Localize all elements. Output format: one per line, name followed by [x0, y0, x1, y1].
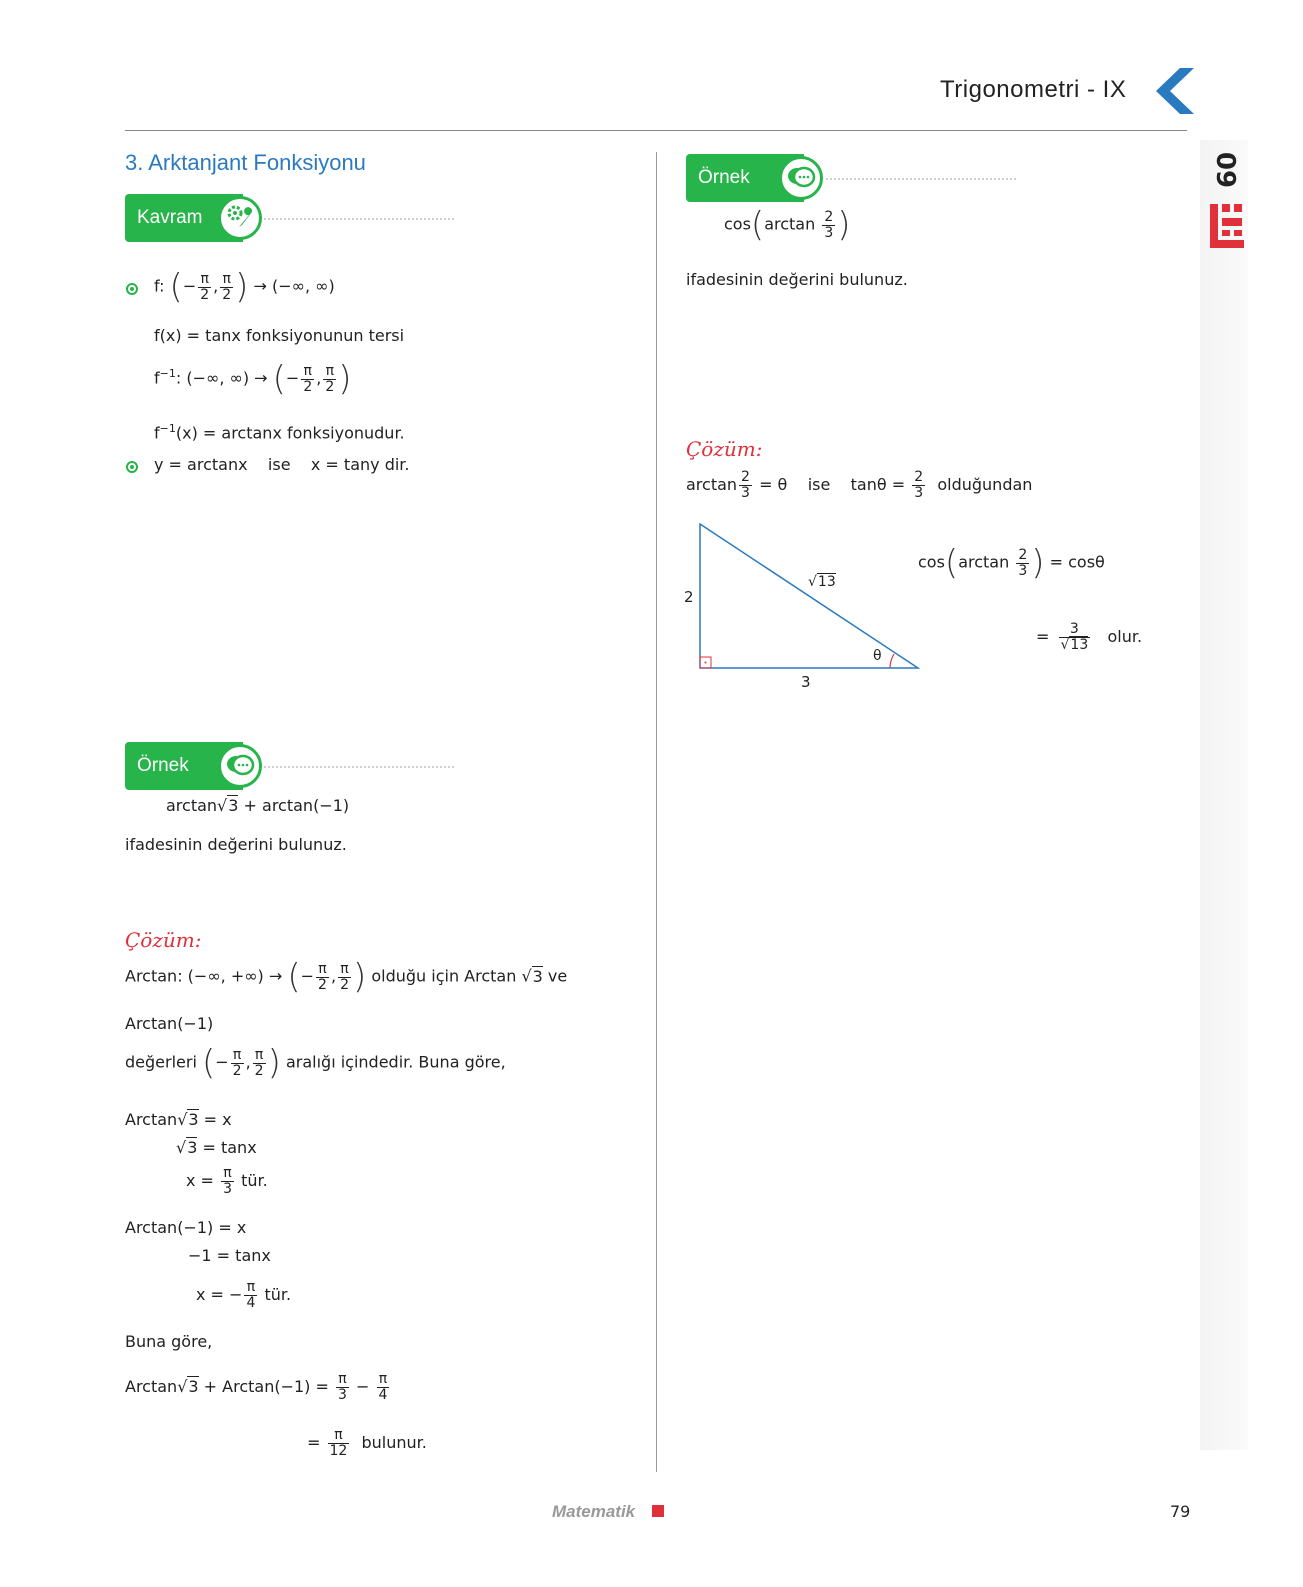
example2-result1: cos(arctan $\frac{2}{3}$ ) = cosθ — [918, 543, 1105, 583]
example1-step11: Arctan√3 + Arctan(−1) = $\frac{\pi}{3}$ − $\frac{\pi}{4}$ — [125, 1371, 388, 1403]
chapter-title: Trigonometri - IX — [940, 76, 1127, 103]
example1-expression: arctan√3 + arctan(−1) — [166, 796, 350, 815]
ornek-dots — [826, 178, 1016, 180]
example2-question: ifadesinin değerini bulunuz. — [686, 270, 908, 289]
kavram-line1: f: (− $\frac{\pi}{2}$ , $\frac{\pi}{2}$ ) → (−∞, ∞) — [154, 267, 335, 307]
ornek-badge-circle — [779, 156, 823, 200]
example1-step3: değerleri (− $\frac{\pi}{2}$ , $\frac{\pi}{2}$ ) aralığı içindedir. Buna göre, — [125, 1043, 506, 1083]
example1-step9: x = − $\frac{\pi}{4}$ tür. — [196, 1279, 292, 1311]
bullet-icon — [126, 461, 138, 473]
kavram-dots — [264, 218, 454, 220]
example2-solution-label: Çözüm: — [686, 437, 763, 461]
example1-step5: √3 = tanx — [176, 1138, 257, 1157]
section-title: 3. Arktanjant Fonksiyonu — [125, 150, 366, 175]
example1-step8: −1 = tanx — [188, 1246, 271, 1265]
kavram-badge-circle — [218, 196, 262, 240]
kavram-badge: Kavram — [125, 194, 243, 242]
kavram-line2: f(x) = tanx fonksiyonunun tersi — [154, 326, 405, 345]
ornek-badge: Örnek — [686, 154, 804, 202]
kavram-line5: y = arctanx ise x = tany dir. — [154, 455, 410, 474]
tools-icon — [225, 203, 255, 233]
page-number: 79 — [1170, 1502, 1191, 1521]
kavram-line3: $f^{-1}$: (−∞, ∞) → (− $\frac{\pi}{2}$ , $\frac{\pi}{2}$ ) — [154, 359, 352, 399]
right-triangle-figure — [690, 520, 930, 690]
triangle-hypotenuse: √13 — [808, 574, 836, 590]
ornek-badge-circle — [218, 744, 262, 788]
chevron-left-icon — [1150, 68, 1194, 114]
example1-step7: Arctan(−1) = x — [125, 1218, 247, 1237]
triangle-side-left: 2 — [684, 588, 694, 606]
side-tab — [1200, 140, 1248, 1450]
example1-question: ifadesinin değerini bulunuz. — [125, 835, 347, 854]
ornek-dots — [264, 766, 454, 768]
example1-step12: = $\frac{\pi}{12}$ bulunur. — [307, 1427, 427, 1459]
triangle-side-bottom: 3 — [801, 673, 811, 691]
example1-step10: Buna göre, — [125, 1332, 213, 1351]
example1-solution-label: Çözüm: — [125, 928, 202, 952]
triangle-shape — [700, 524, 918, 668]
example1-step2: Arctan(−1) — [125, 1014, 214, 1033]
footer-square-icon — [652, 1505, 664, 1517]
speech-bubbles-icon — [225, 752, 255, 780]
footer-subject: Matematik — [552, 1502, 636, 1521]
unit-number: 09 — [1210, 151, 1240, 189]
column-divider — [656, 152, 657, 1472]
example1-step6: x = $\frac{\pi}{3}$ tür. — [186, 1165, 268, 1197]
unit-logo-icon — [1210, 200, 1244, 250]
triangle-angle-label: θ — [873, 648, 882, 664]
ornek-badge: Örnek — [125, 742, 243, 790]
angle-arc — [890, 654, 894, 668]
example1-step4: Arctan√3 = x — [125, 1110, 232, 1129]
kavram-line4: $f^{-1}(x) = \arctan x$ fonksiyonudur. — [154, 422, 405, 443]
bullet-icon — [126, 283, 138, 295]
example1-step1: Arctan: (−∞, +∞) → (− $\frac{\pi}{2}$ , $\frac{\pi}{2}$ ) olduğu için Arctan √3 ve — [125, 957, 568, 997]
speech-bubbles-icon — [786, 164, 816, 192]
example2-expression: cos(arctan $\frac{2}{3}$ ) — [724, 205, 851, 245]
example2-result2: = $\frac{3}{√13}$ olur. — [1036, 621, 1143, 653]
header-divider — [125, 130, 1187, 131]
example2-step1: arctan $\frac{2}{3}$ = θ ise tanθ = $\frac{2}{3}$ olduğundan — [686, 469, 1033, 501]
